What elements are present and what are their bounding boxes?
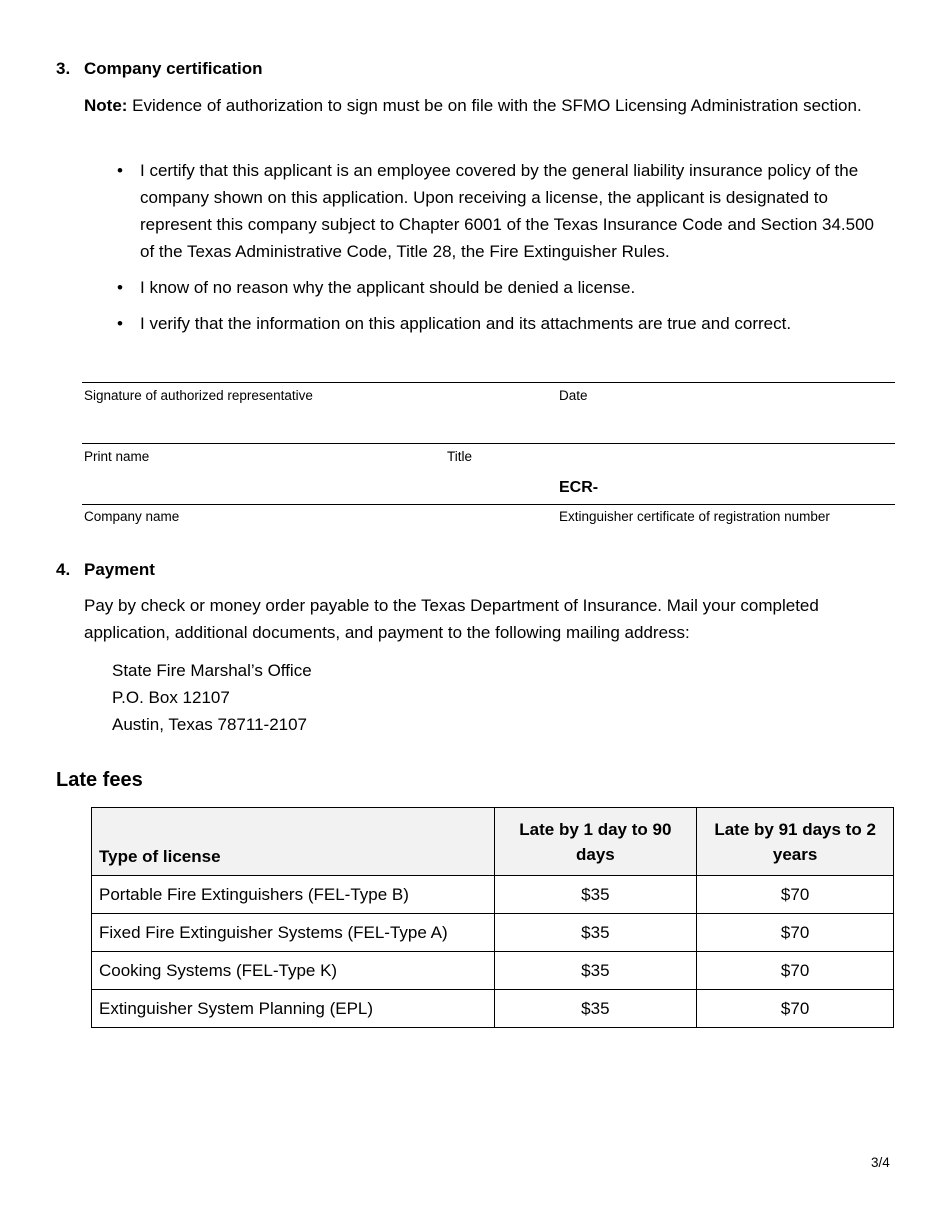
note-paragraph	[84, 92, 884, 119]
license-type-cell: Fixed Fire Extinguisher Systems (FEL-Type A)	[92, 914, 495, 952]
fee-cell: $70	[697, 914, 894, 952]
print-name-label: Print name	[84, 449, 150, 464]
print-name-line[interactable]	[82, 443, 895, 444]
bullet-text: I certify that this applicant is an employee covered by the general liability insurance policy of the company shown on this application. Upon receiving a license, the applicant is designated to represent this company subject to Chapter 6001 of the Texas Insurance Code and Section 34.500 of the Texas Administrative Code, Title 28, the Fire Extinguisher Rules.	[140, 161, 874, 261]
table-header-row	[92, 808, 894, 876]
certification-bullet	[117, 274, 877, 301]
fee-cell: $35	[494, 914, 697, 952]
bullet-text: I know of no reason why the applicant should be denied a license.	[140, 278, 636, 297]
license-type-cell: Extinguisher System Planning (EPL)	[92, 990, 495, 1028]
table-row	[92, 876, 894, 914]
column-header: Late by 1 day to 90 days	[494, 808, 697, 876]
payment-text: Pay by check or money order payable to the Texas Department of Insurance. Mail your completed application, additional documents, and payment to the following mailing address:	[84, 596, 819, 642]
ecr-prefix: ECR-	[559, 479, 599, 496]
ecr-number-label: Extinguisher certificate of registration number	[559, 509, 830, 524]
certification-bullet	[117, 310, 877, 337]
date-label: Date	[559, 388, 588, 403]
bullet-icon: •	[117, 161, 123, 180]
title-label: Title	[447, 449, 473, 464]
page-number: 3/4	[871, 1155, 890, 1170]
note-text: Evidence of authorization to sign must be on file with the SFMO Licensing Administration section.	[127, 96, 862, 115]
column-header: Type of license	[92, 808, 495, 876]
column-header: Late by 91 days to 2 years	[697, 808, 894, 876]
table-row	[92, 914, 894, 952]
address-line: P.O. Box 12107	[112, 688, 230, 707]
fee-cell: $35	[494, 990, 697, 1028]
table-row	[92, 952, 894, 990]
section-4-title: Payment	[84, 560, 155, 579]
fee-cell: $35	[494, 952, 697, 990]
bullet-text: I verify that the information on this application and its attachments are true and correct.	[140, 314, 792, 333]
address-line: State Fire Marshal’s Office	[112, 661, 312, 680]
certification-bullet	[117, 157, 877, 265]
section-3-title: Company certification	[84, 59, 263, 78]
fee-cell: $70	[697, 876, 894, 914]
note-label: Note:	[84, 96, 128, 115]
table-row	[92, 990, 894, 1028]
signature-line[interactable]	[82, 382, 895, 383]
section-3-number: 3.	[56, 59, 71, 78]
bullet-icon: •	[117, 314, 123, 333]
late-fees-table	[91, 807, 894, 1028]
late-fees-heading: Late fees	[56, 769, 143, 791]
fee-cell: $70	[697, 990, 894, 1028]
company-name-line[interactable]	[82, 504, 895, 505]
address-line: Austin, Texas 78711-2107	[112, 715, 308, 734]
mailing-address	[112, 657, 312, 738]
license-type-cell: Cooking Systems (FEL-Type K)	[92, 952, 495, 990]
fee-cell: $35	[494, 876, 697, 914]
license-type-cell: Portable Fire Extinguishers (FEL-Type B)	[92, 876, 495, 914]
fee-cell: $70	[697, 952, 894, 990]
signature-label: Signature of authorized representative	[84, 388, 313, 403]
company-name-label: Company name	[84, 509, 180, 524]
section-4-number: 4.	[56, 560, 71, 579]
bullet-icon: •	[117, 278, 123, 297]
